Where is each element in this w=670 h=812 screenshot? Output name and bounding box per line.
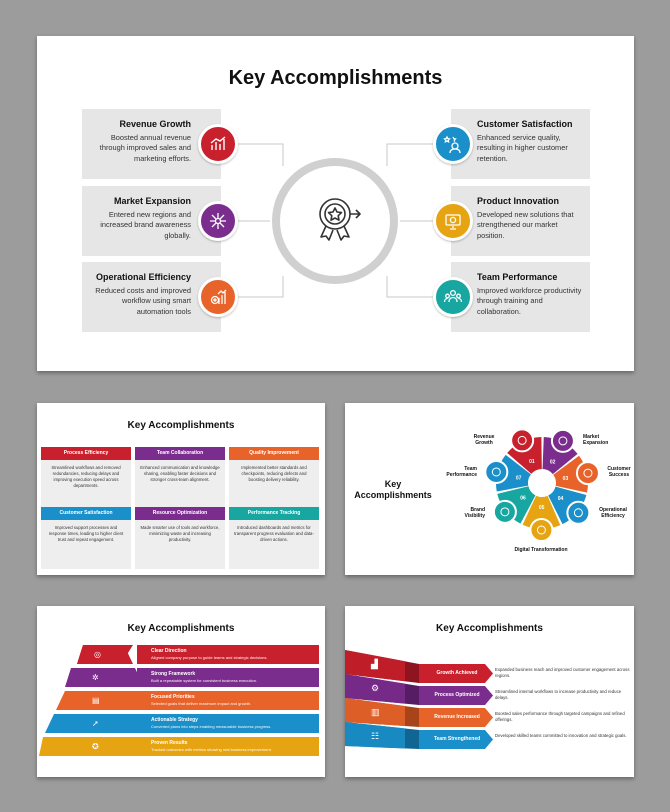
wheel-segment-icon bbox=[577, 462, 599, 484]
wheel-segment-icon bbox=[511, 429, 533, 451]
results-icon: ✪ bbox=[92, 742, 99, 751]
wheel-segment-icon bbox=[552, 430, 574, 452]
wheel-segment-number: 03 bbox=[562, 475, 569, 482]
process-icon: ⚙ bbox=[371, 683, 380, 693]
gear-chart-icon bbox=[198, 277, 238, 317]
grid-cell-desc: Streamlined workflows and removed redundancies, reducing delays and improving execution speed across departments. bbox=[51, 465, 121, 488]
wheel-diagram bbox=[345, 403, 634, 575]
grid-cell-body bbox=[41, 516, 131, 569]
wheel-segment-number: 06 bbox=[520, 495, 526, 502]
main-slide[interactable] bbox=[37, 36, 634, 371]
wheel-label: Digital Transformation bbox=[514, 547, 568, 553]
framework-icon: ✲ bbox=[92, 673, 99, 682]
target-icon: ◎ bbox=[94, 650, 101, 659]
wheel-label: Team Performance bbox=[446, 466, 477, 478]
pyramid-level bbox=[137, 668, 319, 687]
card-desc: Entered new regions and increased brand awareness globally. bbox=[100, 210, 191, 240]
grid-cell-header: Quality Improvement bbox=[229, 447, 319, 460]
grid-cell-header: Resource Optimization bbox=[135, 507, 225, 520]
funnel-label: Growth Achieved bbox=[436, 670, 478, 676]
pyramid-level-desc: Aligned company purpose to guide teams and strategic decisions. bbox=[151, 655, 268, 660]
pyramid-level bbox=[137, 714, 319, 733]
wheel-segment-number: 04 bbox=[557, 496, 564, 503]
grid-cell-body bbox=[41, 456, 131, 509]
pyramid-level-title: Proven Results bbox=[151, 740, 188, 746]
award-medal-icon bbox=[312, 194, 362, 246]
lightbulb-icon bbox=[433, 201, 473, 241]
grid-cell-header: Customer Satisfaction bbox=[41, 507, 131, 520]
grid-cell-desc: Introduced dashboards and metrics for transparent progress evaluation and data-driven actions. bbox=[234, 525, 314, 542]
wheel-segment-icon bbox=[494, 501, 516, 523]
team-icon: ☷ bbox=[371, 731, 380, 741]
funnel-label: Process Optimized bbox=[434, 692, 480, 698]
card-desc: Boosted annual revenue through improved sales and marketing efforts. bbox=[99, 133, 191, 163]
funnel-slide[interactable] bbox=[345, 606, 634, 777]
wheel-label: Customer Success bbox=[607, 466, 631, 478]
grid-cell-body bbox=[229, 456, 319, 509]
slide-title: Key Accomplishments bbox=[354, 479, 432, 500]
pyramid-level-title: Actionable Strategy bbox=[151, 717, 198, 723]
card-title: Market Expansion bbox=[113, 196, 191, 206]
grid-cell-desc: Made smarter use of tools and workforce, minimizing waste and increasing productivity. bbox=[140, 525, 220, 542]
grid-cell-desc: Improved support processes and response times, leading to higher client trust and repeat engagement. bbox=[48, 525, 124, 542]
grid-cell-body bbox=[229, 516, 319, 569]
wheel-segment-icon bbox=[485, 461, 507, 483]
network-icon bbox=[198, 201, 238, 241]
funnel-label: Revenue Increased bbox=[434, 714, 480, 720]
grid-cell-header: Performance Tracking bbox=[229, 507, 319, 520]
star-user-icon bbox=[433, 124, 473, 164]
wheel-segment-number: 02 bbox=[549, 459, 556, 466]
slide-title: Key Accomplishments bbox=[127, 420, 235, 431]
wheel-segment-number: 05 bbox=[538, 504, 545, 511]
grid-cell-desc: Implemented better standards and checkpoints, reducing defects and boosting delivery reliability. bbox=[241, 465, 307, 482]
wheel-segment-icon bbox=[530, 519, 552, 541]
card-title: Revenue Growth bbox=[119, 119, 191, 129]
pyramid-level-desc: Selected goals that deliver maximum impact and growth. bbox=[151, 701, 252, 706]
wheel-segment-icon bbox=[567, 502, 589, 524]
slide-title: Key Accomplishments bbox=[228, 67, 443, 89]
wheel-label: Market Expansion bbox=[583, 434, 609, 446]
pyramid-level-desc: Tracked outcomes with metrics showing real business improvement. bbox=[151, 747, 272, 752]
team-icon bbox=[433, 277, 473, 317]
pyramid-level bbox=[137, 645, 319, 664]
card-desc: Improved workforce productivity through training and collaboration. bbox=[477, 286, 582, 316]
pyramid-slide[interactable] bbox=[37, 606, 325, 777]
revenue-icon: ▥ bbox=[371, 707, 380, 717]
card-desc: Enhanced service quality, resulting in higher customer retention. bbox=[477, 133, 568, 163]
card-title: Team Performance bbox=[477, 272, 558, 282]
wheel-segment-number: 01 bbox=[529, 459, 535, 466]
grid-slide[interactable] bbox=[37, 403, 325, 575]
pyramid-level-desc: Converted plans into steps enabling measurable business progress. bbox=[151, 724, 272, 729]
card-desc: Reduced costs and improved workflow using smart automation tools bbox=[95, 286, 191, 316]
card-title: Customer Satisfaction bbox=[477, 119, 573, 129]
wheel-label: Revenue Growth bbox=[473, 434, 495, 446]
slide-title: Key Accomplishments bbox=[436, 623, 543, 634]
wheel-label: Operational Efficiency bbox=[599, 507, 627, 519]
funnel-desc: Developed skilled teams committed to innovation and strategic goals. bbox=[495, 733, 627, 738]
wheel-segment-number: 07 bbox=[515, 475, 522, 482]
funnel-desc: Streamlined internal workflows to increase productivity and reduce delays. bbox=[495, 689, 622, 700]
pyramid-level-desc: Built a repeatable system for consistent business execution. bbox=[151, 678, 258, 683]
pyramid-level-title: Clear Direction bbox=[151, 648, 187, 654]
wheel-slide[interactable] bbox=[345, 403, 634, 575]
pyramid-level-title: Strong Framework bbox=[151, 671, 196, 677]
pyramid-level bbox=[137, 737, 319, 756]
funnel-label: Team Strengthened bbox=[433, 736, 481, 742]
wheel-label: Brand Visibility bbox=[464, 507, 485, 519]
slide-title: Key Accomplishments bbox=[127, 623, 235, 634]
pyramid-level bbox=[137, 691, 319, 710]
grid-cell-body bbox=[135, 516, 225, 569]
growth-icon: ▟ bbox=[371, 659, 378, 669]
grid-cell-header: Process Efficiency bbox=[41, 447, 131, 460]
pyramid-level-title: Focused Priorities bbox=[151, 694, 195, 700]
priority-icon: ▤ bbox=[92, 696, 100, 705]
funnel-desc: Expanded business reach and improved customer engagement across regions. bbox=[495, 667, 630, 678]
card-title: Product Innovation bbox=[477, 196, 559, 206]
grid-cell-header: Team Collaboration bbox=[135, 447, 225, 460]
grid-cell-desc: Enhanced communication and knowledge sharing, enabling faster decisions and stronger cross-team alignment. bbox=[140, 465, 220, 482]
grid-cell-body bbox=[135, 456, 225, 509]
strategy-icon: ➚ bbox=[92, 719, 99, 728]
card-desc: Developed new solutions that strengthened our market position. bbox=[477, 210, 574, 240]
funnel-desc: Boosted sales performance through targeted campaigns and refined offerings. bbox=[495, 711, 625, 722]
chart-growth-icon bbox=[198, 124, 238, 164]
card-title: Operational Efficiency bbox=[95, 272, 191, 282]
